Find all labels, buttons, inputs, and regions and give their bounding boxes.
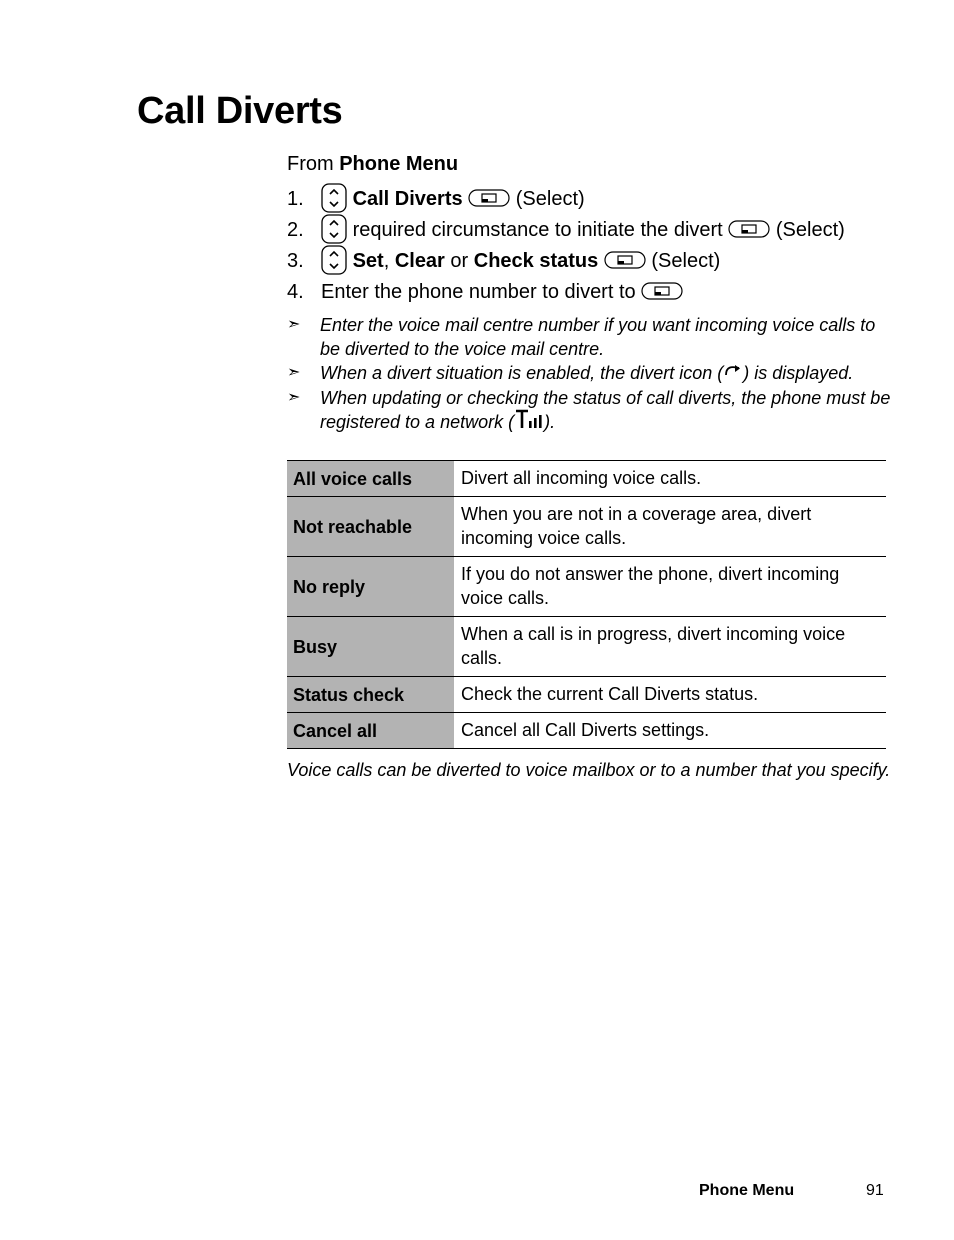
bold-term: Set — [352, 250, 384, 272]
menu-path-prefix: From — [287, 153, 340, 175]
step-body — [321, 215, 845, 246]
option-description: When you are not in a coverage area, divert incoming voice calls. — [454, 497, 886, 557]
table-row — [287, 557, 886, 617]
footer-section: Phone Menu — [699, 1182, 795, 1199]
option-name: Cancel all — [287, 713, 454, 749]
note-item — [287, 386, 897, 436]
text-segment: required circumstance to initiate the divert — [352, 219, 723, 241]
table-row — [287, 497, 886, 557]
text-segment: (Select) — [775, 219, 845, 241]
text-segment: (Select) — [651, 250, 721, 272]
text-segment: ) is displayed. — [743, 363, 854, 383]
select-key-icon — [468, 189, 510, 207]
option-description: Divert all incoming voice calls. — [454, 461, 886, 497]
step-number: 3. — [287, 250, 304, 272]
closing-note: Voice calls can be diverted to voice mailbox or to a number that you specify. — [287, 760, 891, 780]
option-name: Not reachable — [287, 497, 454, 557]
text-segment: or — [450, 250, 469, 272]
table-row — [287, 617, 886, 677]
signal-icon — [514, 409, 544, 435]
step-item — [287, 184, 907, 215]
page-title: Call Diverts — [137, 90, 343, 132]
step-body — [321, 246, 720, 277]
nav-updown-icon — [321, 245, 347, 275]
options-table — [287, 460, 886, 749]
menu-path — [287, 153, 458, 176]
select-key-icon — [604, 251, 646, 269]
note-arrow-icon: ➣ — [287, 364, 301, 381]
step-number: 1. — [287, 188, 304, 210]
bold-term: Check status — [473, 250, 599, 272]
text-segment: Enter the voice mail centre number if you want incoming voice calls to be diverted to the voice mail centre. — [320, 315, 876, 359]
option-description: Cancel all Call Diverts settings. — [454, 713, 886, 749]
note-text — [320, 315, 875, 359]
notes-list — [287, 313, 897, 437]
note-text — [320, 363, 853, 383]
select-key-icon — [728, 220, 770, 238]
step-body — [321, 184, 585, 215]
note-text — [320, 388, 890, 432]
menu-path-menu: Phone Menu — [339, 153, 459, 175]
divert-icon — [723, 360, 743, 384]
table-row — [287, 677, 886, 713]
steps-list — [287, 184, 907, 308]
table-row — [287, 713, 886, 749]
option-name: Busy — [287, 617, 454, 677]
bold-term: Call Diverts — [352, 188, 463, 210]
option-name: All voice calls — [287, 461, 454, 497]
option-description: Check the current Call Diverts status. — [454, 677, 886, 713]
note-arrow-icon: ➣ — [287, 316, 301, 333]
text-segment: (Select) — [515, 188, 585, 210]
text-segment: When a divert situation is enabled, the divert icon ( — [320, 363, 724, 383]
page-number: 91 — [866, 1182, 884, 1199]
step-body — [321, 277, 683, 308]
step-number: 4. — [287, 281, 304, 303]
option-name: Status check — [287, 677, 454, 713]
step-item — [287, 277, 907, 308]
text-segment: Enter the phone number to divert to — [321, 281, 636, 303]
select-key-icon — [641, 282, 683, 300]
step-number: 2. — [287, 219, 304, 241]
option-description: When a call is in progress, divert incoming voice calls. — [454, 617, 886, 677]
option-description: If you do not answer the phone, divert incoming voice calls. — [454, 557, 886, 617]
step-item — [287, 215, 907, 246]
step-item — [287, 246, 907, 277]
nav-updown-icon — [321, 183, 347, 213]
note-arrow-icon: ➣ — [287, 389, 301, 407]
note-item — [287, 313, 897, 361]
note-item — [287, 361, 897, 386]
text-segment: , — [383, 250, 390, 272]
table-row — [287, 461, 886, 497]
nav-updown-icon — [321, 214, 347, 244]
text-segment: ). — [544, 412, 556, 433]
option-name: No reply — [287, 557, 454, 617]
text-segment: When updating or checking the status of call diverts, the phone must be registered to a network ( — [320, 388, 891, 433]
bold-term: Clear — [394, 250, 445, 272]
